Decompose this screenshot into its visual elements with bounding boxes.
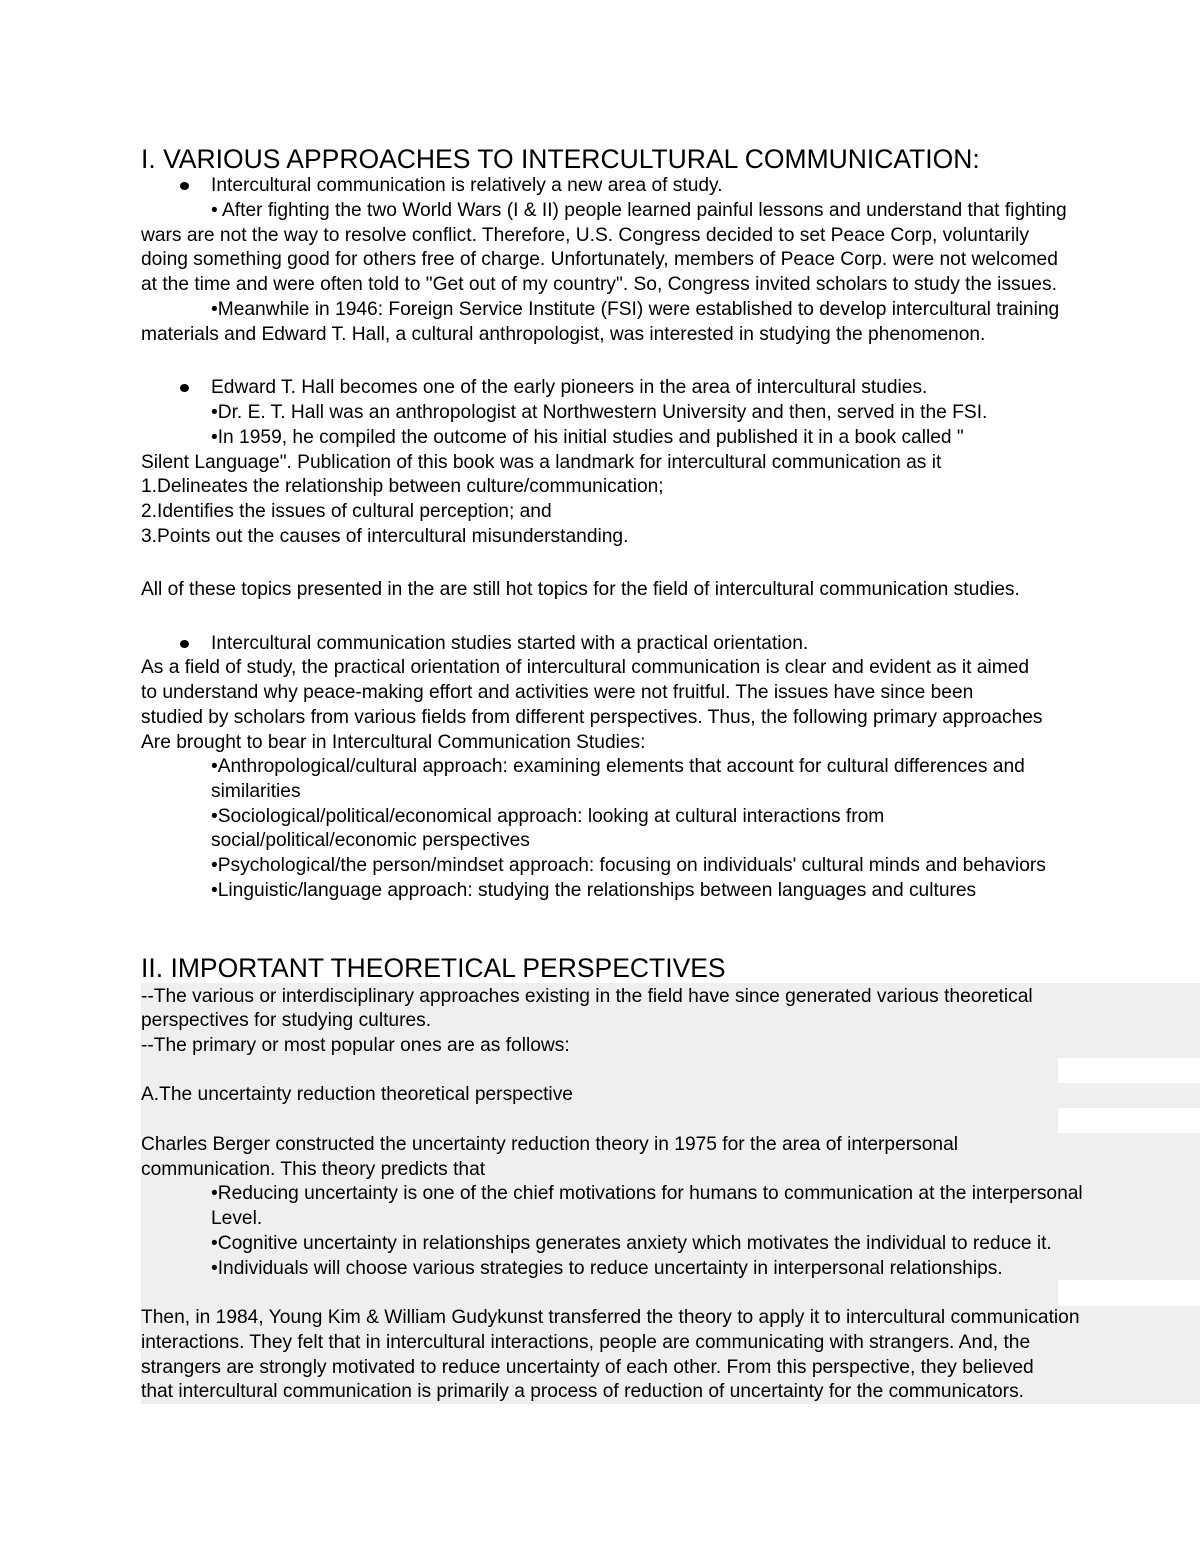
shaded-region (141, 1058, 1058, 1083)
paragraph-line: Then, in 1984, Young Kim & William Gudykunst transferred the theory to apply it to intercultural communication (141, 1307, 1080, 1328)
approach-item: similarities (211, 781, 301, 802)
intro-line: perspectives for studying cultures. (141, 1010, 432, 1031)
paragraph-line: that intercultural communication is primarily a process of reduction of uncertainty for the communicators. (141, 1381, 1024, 1402)
shaded-region (141, 1280, 1058, 1306)
paragraph-line: • After fighting the two World Wars (I & II) people learned painful lessons and understand that fighting (211, 200, 1067, 221)
paragraph-line: communication. This theory predicts that (141, 1159, 486, 1180)
bullet-dot-icon (180, 182, 189, 190)
paragraph-line: interactions. They felt that in intercultural interactions, people are communicating with strangers. And, the (141, 1332, 1031, 1353)
paragraph-line: studied by scholars from various fields from different perspectives. Thus, the following primary approaches (141, 707, 1043, 728)
numbered-item: 1.Delineates the relationship between culture/communication; (141, 476, 664, 497)
paragraph-line: wars are not the way to resolve conflict. Therefore, U.S. Congress decided to set Peace Corp, voluntarily (141, 225, 1030, 246)
paragraph-line: •Dr. E. T. Hall was an anthropologist at Northwestern University and then, served in the FSI. (211, 402, 988, 423)
paragraph-line: Silent Language". Publication of this book was a landmark for intercultural communication as it (141, 452, 942, 473)
paragraph-line: Charles Berger constructed the uncertainty reduction theory in 1975 for the area of interpersonal (141, 1134, 959, 1155)
paragraph-line: •Meanwhile in 1946: Foreign Service Institute (FSI) were established to develop intercultural training (211, 299, 1060, 320)
prediction-item: •Reducing uncertainty is one of the chief motivations for humans to communication at the interpersonal (211, 1183, 1083, 1204)
paragraph-line: to understand why peace-making effort and activities were not fruitful. The issues have since been (141, 682, 974, 703)
bullet-text: Intercultural communication is relatively a new area of study. (211, 175, 723, 196)
section-1-heading: I. VARIOUS APPROACHES TO INTERCULTURAL COMMUNICATION: (141, 144, 980, 174)
bullet-text: Intercultural communication studies started with a practical orientation. (211, 633, 809, 654)
paragraph-line: As a field of study, the practical orientation of intercultural communication is clear and evident as it aimed (141, 657, 1030, 678)
paragraph-line: at the time and were often told to "Get out of my country". So, Congress invited scholars to study the issues. (141, 274, 1057, 295)
approach-item: social/political/economic perspectives (211, 830, 530, 851)
numbered-item: 2.Identifies the issues of cultural perception; and (141, 501, 552, 522)
section-2-heading: II. IMPORTANT THEORETICAL PERSPECTIVES (141, 953, 726, 983)
intro-line: --The various or interdisciplinary approaches existing in the field have since generated various theoretical (141, 986, 1033, 1007)
intro-line: --The primary or most popular ones are as follows: (141, 1035, 570, 1056)
paragraph-line: doing something good for others free of charge. Unfortunately, members of Peace Corp. were not welcomed (141, 249, 1058, 270)
bullet-dot-icon (180, 640, 189, 648)
prediction-item: •Individuals will choose various strategies to reduce uncertainty in interpersonal relationships. (211, 1258, 1003, 1279)
approach-item: •Anthropological/cultural approach: examining elements that account for cultural differences and (211, 756, 1025, 777)
shaded-region (141, 1108, 1058, 1133)
approach-item: •Linguistic/language approach: studying the relationships between languages and cultures (211, 880, 977, 901)
paragraph-line: •In 1959, he compiled the outcome of his initial studies and published it in a book called " (211, 427, 964, 448)
paragraph-line: strangers are strongly motivated to reduce uncertainty of each other. From this perspective, they believed (141, 1357, 1034, 1378)
summary-line: All of these topics presented in the are still hot topics for the field of intercultural communication studies. (141, 579, 1020, 600)
prediction-item: •Cognitive uncertainty in relationships generates anxiety which motivates the individual to reduce it. (211, 1233, 1052, 1254)
prediction-item: Level. (211, 1208, 263, 1229)
approach-item: •Psychological/the person/mindset approach: focusing on individuals' cultural minds and behaviors (211, 855, 1046, 876)
numbered-item: 3.Points out the causes of intercultural misunderstanding. (141, 526, 629, 547)
paragraph-line: materials and Edward T. Hall, a cultural anthropologist, was interested in studying the phenomenon. (141, 324, 986, 345)
bullet-dot-icon (180, 384, 189, 392)
bullet-text: Edward T. Hall becomes one of the early pioneers in the area of intercultural studies. (211, 377, 928, 398)
paragraph-line: Are brought to bear in Intercultural Communication Studies: (141, 732, 646, 753)
subheading: A.The uncertainty reduction theoretical perspective (141, 1084, 573, 1105)
approach-item: •Sociological/political/economical approach: looking at cultural interactions from (211, 806, 885, 827)
